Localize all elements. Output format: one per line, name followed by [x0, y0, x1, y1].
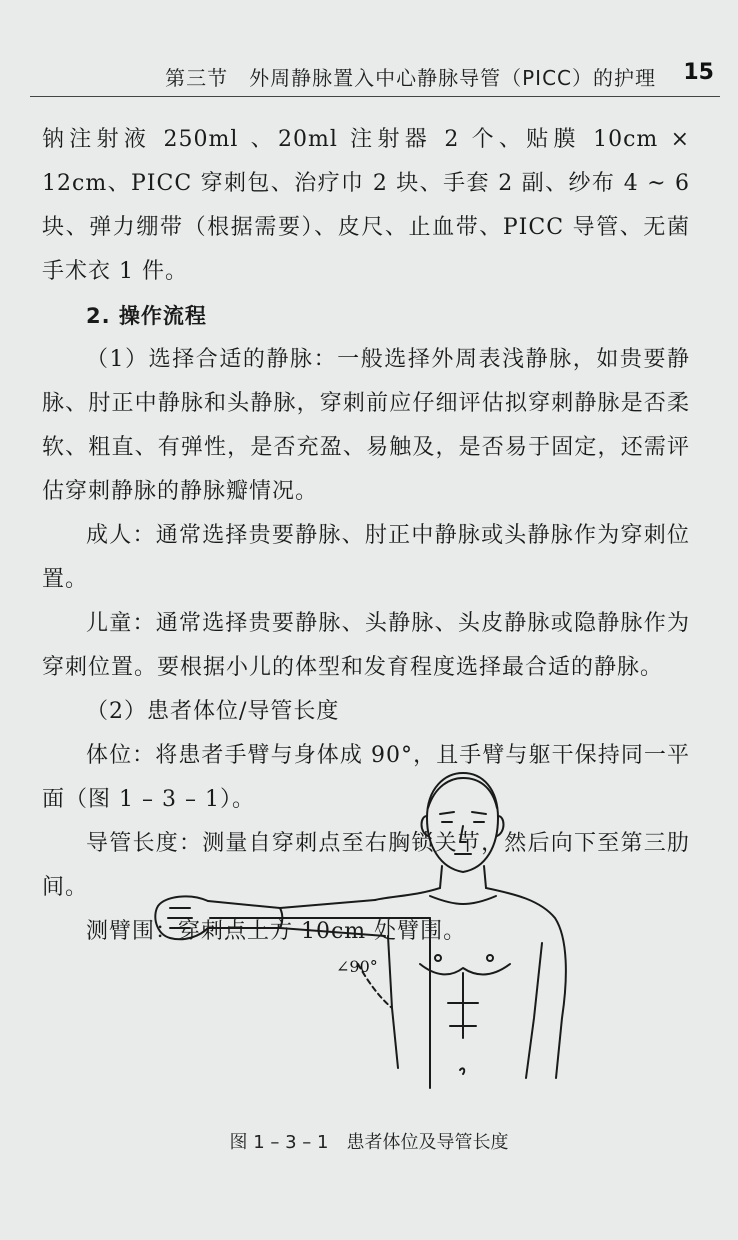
- paragraph-adult: 成人：通常选择贵要静脉、肘正中静脉或头静脉作为穿刺位置。: [42, 523, 690, 592]
- knuckles: [168, 908, 192, 928]
- page-number: 15: [683, 60, 714, 85]
- paragraph-catheter-length: 导管长度：测量自穿刺点至右胸锁关节，然后向下至第三肋间。: [42, 831, 690, 900]
- paragraph-position-heading: （2）患者体位/导管长度: [86, 699, 340, 724]
- chest-line: [420, 964, 510, 974]
- angle-label: ∠90°: [336, 957, 378, 976]
- neck: [440, 866, 486, 888]
- clavicles: [430, 896, 496, 904]
- page-header: [0, 50, 738, 94]
- left-nipple: [487, 955, 493, 961]
- upper-arm-top: [208, 900, 375, 908]
- left-shoulder-outline: [486, 888, 566, 1078]
- section-heading: 2. 操作流程: [86, 304, 207, 328]
- abdomen-lines: [448, 973, 478, 1038]
- navel: [460, 1068, 464, 1074]
- patient-illustration: [130, 768, 590, 1098]
- torso-right-side: [388, 936, 398, 1068]
- paragraph-arm-circumference: 测臂围：穿刺点上方 10cm 处臂围。: [86, 919, 467, 944]
- right-shoulder-outline: [375, 888, 440, 900]
- paragraph-materials: 钠注射液 250ml 、20ml 注射器 2 个、贴膜 10cm × 12cm、PICC 穿刺包、治疗巾 2 块、手套 2 副、纱布 4 ~ 6 块、弹力绷带（根据需要）、皮尺、止血带、PICC 导管、无菌手术衣 1 件。: [42, 127, 690, 284]
- torso-left-side: [526, 943, 542, 1078]
- right-nipple: [435, 955, 441, 961]
- figure-patient-position: [130, 768, 590, 1098]
- header-rule: [30, 96, 720, 97]
- paragraph-vein-selection: （1）选择合适的静脉：一般选择外周表浅静脉，如贵要静脉、肘正中静脉和头静脉，穿刺前应仔细评估拟穿刺静脉是否柔软、粗直、有弹性，是否充盈、易触及，是否易于固定，还需评估穿刺静脉的静脉瓣情况。: [42, 347, 690, 504]
- section-title: 第三节 外周静脉置入中心静脉导管（PICC）的护理: [165, 66, 656, 90]
- eyebrows: [440, 812, 486, 814]
- paragraph-child: 儿童：通常选择贵要静脉、头静脉、头皮静脉或隐静脉作为穿刺位置。要根据小儿的体型和发育程度选择最合适的静脉。: [42, 611, 690, 680]
- figure-caption: 图 1 – 3 – 1 患者体位及导管长度: [229, 1132, 509, 1153]
- nose: [460, 826, 466, 842]
- paragraph-position: 体位：将患者手臂与身体成 90°，且手臂与躯干保持同一平面（图 1 – 3 – 1）。: [42, 743, 690, 812]
- upper-arm-bottom: [208, 928, 385, 936]
